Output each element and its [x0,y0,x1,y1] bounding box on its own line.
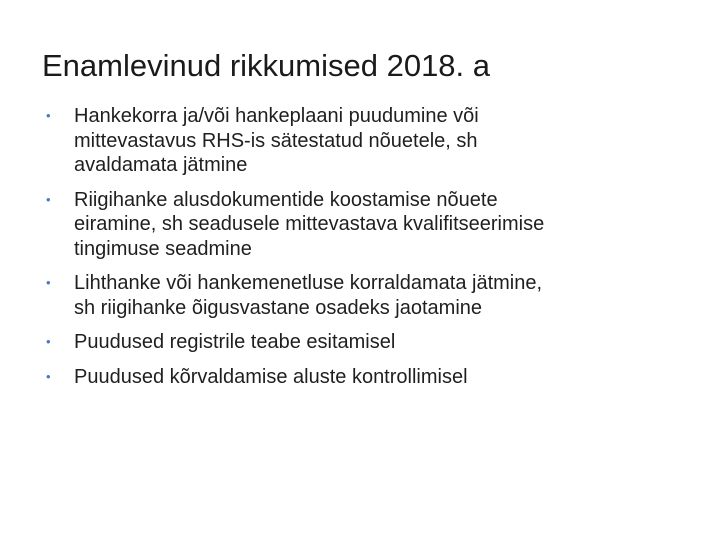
bullet-line: mittevastavus RHS-is sätestatud nõuetele, sh [74,129,478,152]
bullet-item [42,271,682,320]
bullet-line: Riigihanke alusdokumentide koostamise nõuete [74,188,498,211]
bullet-icon: • [46,275,51,290]
bullet-icon: • [46,108,51,123]
bullet-line: avaldamata jätmine [74,154,248,176]
bullet-line: Puudused kõrvaldamise aluste kontrollimisel [74,365,468,388]
bullet-line: eiramine, sh seadusele mittevastava kvalifitseerimise [74,213,545,235]
bullet-line: Puudused registrile teabe esitamisel [74,331,396,353]
bullet-line: sh riigihanke õigusvastane osadeks jaotamine [74,296,483,319]
bullet-line: Hankekorra ja/või hankeplaani puudumine või [74,105,479,127]
bullet-list [42,104,682,399]
bullet-item [42,330,682,355]
bullet-icon: • [46,368,51,384]
bullet-line: tingimuse seadmine [74,237,252,260]
bullet-item [42,104,682,178]
bullet-item [42,188,682,262]
slide-title: Enamlevinud rikkumised 2018. a [42,48,491,83]
bullet-item [42,365,682,390]
bullet-icon: • [46,334,51,349]
bullet-line: Lihthanke või hankemenetluse korraldamata jätmine, [74,272,543,294]
bullet-icon: • [46,191,51,207]
